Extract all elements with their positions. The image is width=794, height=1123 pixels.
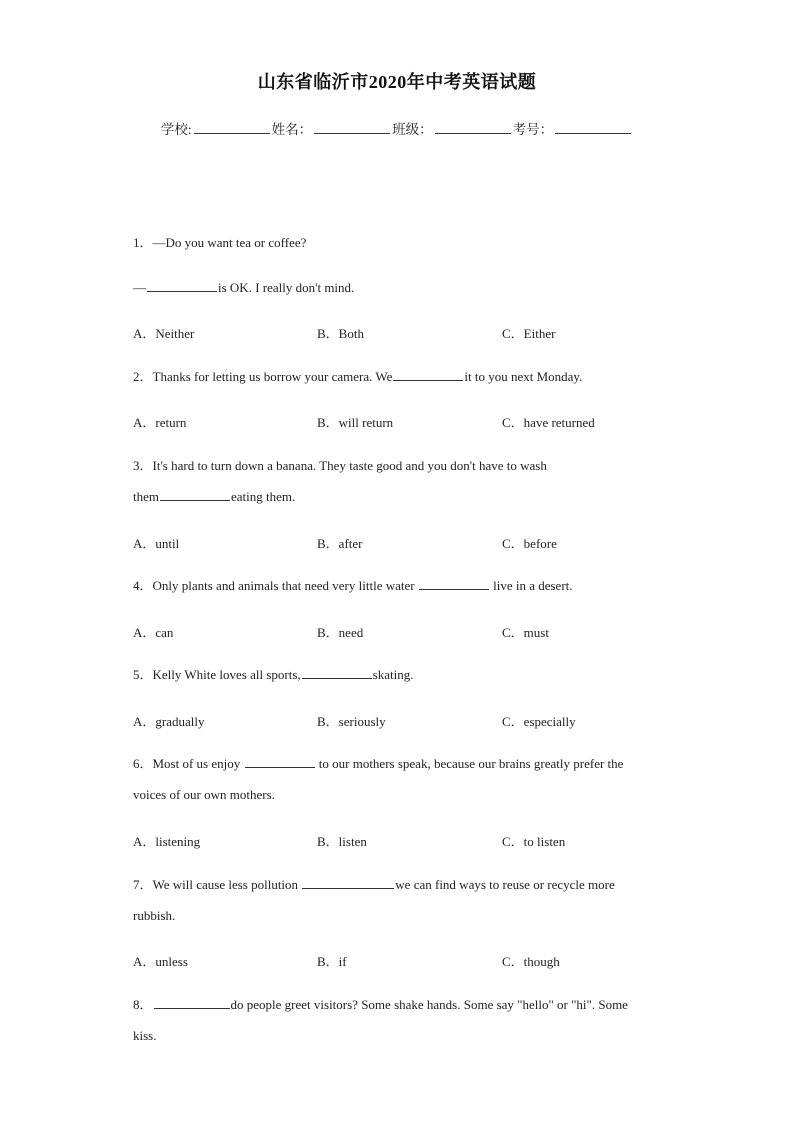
answer-blank[interactable]	[147, 278, 217, 292]
question-text-post: skating.	[372, 667, 414, 682]
student-info-line	[0, 118, 794, 138]
option-c[interactable]: C．before	[502, 536, 557, 551]
option-a[interactable]: A．listening	[133, 834, 201, 849]
question-text-line2	[133, 272, 673, 303]
school-label: 学校:	[160, 122, 192, 137]
question-5	[133, 659, 673, 690]
option-a[interactable]: A．return	[133, 415, 187, 430]
class-label: 班级：	[392, 122, 433, 137]
question-3	[133, 450, 673, 512]
option-c[interactable]: C．especially	[502, 714, 576, 729]
answer-blank[interactable]	[302, 665, 372, 679]
question-7	[133, 869, 673, 931]
question-text-post: live in a desert.	[493, 578, 573, 593]
question-text-post: is OK. I really don't mind.	[218, 280, 355, 295]
question-4	[133, 570, 673, 601]
option-b[interactable]: B．Both	[317, 326, 364, 341]
question-text-line1	[133, 989, 673, 1020]
question-text-post: we can find ways to reuse or recycle more	[395, 877, 615, 892]
question-text-line1	[133, 748, 673, 779]
question-text-post: to our mothers speak, because our brains greatly prefer the	[318, 756, 624, 771]
question-1	[133, 227, 673, 303]
option-b[interactable]: B．seriously	[317, 714, 386, 729]
answer-blank[interactable]	[419, 576, 489, 590]
class-field[interactable]	[435, 120, 511, 134]
question-text: 5．Kelly White loves all sports,	[133, 667, 301, 682]
question-text-pre: them	[133, 489, 159, 504]
option-b[interactable]: B．after	[317, 536, 363, 551]
answer-blank[interactable]	[154, 995, 230, 1009]
school-field[interactable]	[194, 120, 270, 134]
question-text-post: it to you next Monday.	[464, 369, 583, 384]
question-text-post: do people greet visitors? Some shake hands. Some say "hello" or "hi". Some	[230, 997, 628, 1012]
answer-blank[interactable]	[160, 487, 230, 501]
option-a[interactable]: A．Neither	[133, 326, 195, 341]
dash: —	[133, 280, 146, 295]
option-c[interactable]: C．Either	[502, 326, 556, 341]
question-6	[133, 748, 673, 810]
option-b[interactable]: B．listen	[317, 834, 367, 849]
option-c[interactable]: C．though	[502, 954, 560, 969]
answer-blank[interactable]	[245, 754, 315, 768]
option-b[interactable]: B．need	[317, 625, 364, 640]
option-a[interactable]: A．can	[133, 625, 174, 640]
question-text: 6．Most of us enjoy	[133, 756, 241, 771]
number-field[interactable]	[555, 120, 631, 134]
question-text-post: eating them.	[231, 489, 296, 504]
option-c[interactable]: C．have returned	[502, 415, 595, 430]
name-label: 姓名：	[271, 122, 313, 137]
question-text-line2: kiss.	[133, 1028, 157, 1043]
answer-blank[interactable]	[302, 875, 394, 889]
exam-title: 山东省临沂市2020年中考英语试题	[257, 72, 537, 92]
number-label: 考号：	[512, 122, 554, 137]
option-a[interactable]: A．gradually	[133, 714, 205, 729]
name-field[interactable]	[314, 120, 390, 134]
option-b[interactable]: B．if	[317, 954, 347, 969]
question-text-line1	[133, 869, 673, 900]
question-text: 4．Only plants and animals that need very little water	[133, 578, 415, 593]
option-c[interactable]: C．must	[502, 625, 549, 640]
question-text: 1．—Do you want tea or coffee?	[133, 235, 307, 250]
question-text: 2．Thanks for letting us borrow your camera. We	[133, 369, 393, 384]
question-text-line2: rubbish.	[133, 908, 176, 923]
question-text-line2	[133, 481, 673, 512]
question-text: 8．	[133, 997, 153, 1012]
question-text: 3．It's hard to turn down a banana. They taste good and you don't have to wash	[133, 458, 547, 473]
option-a[interactable]: A．until	[133, 536, 180, 551]
question-text-line2: voices of our own mothers.	[133, 787, 275, 802]
question-8	[133, 989, 673, 1051]
option-b[interactable]: B．will return	[317, 415, 394, 430]
question-text: 7．We will cause less pollution	[133, 877, 299, 892]
option-a[interactable]: A．unless	[133, 954, 188, 969]
answer-blank[interactable]	[393, 367, 463, 381]
option-c[interactable]: C．to listen	[502, 834, 566, 849]
question-2	[133, 361, 673, 392]
